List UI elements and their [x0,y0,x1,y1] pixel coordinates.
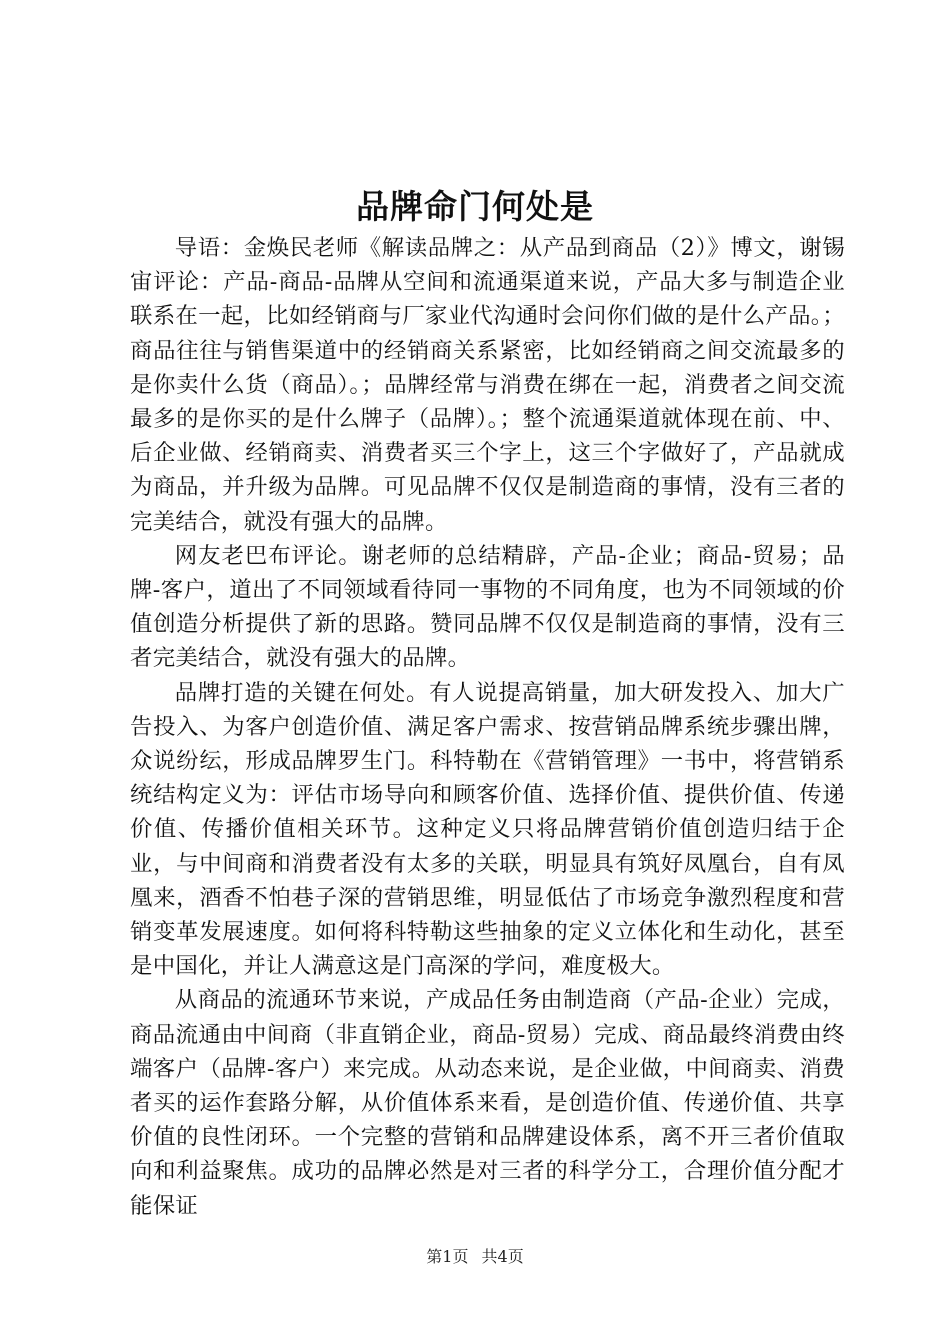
paragraph-circulation: 从商品的流通环节来说，产成品任务由制造商（产品-企业）完成，商品流通由中间商（非直销企业，商品-贸易）完成、商品最终消费由终端客户（品牌-客户）来完成。从动态来说，是企业做，中间商卖、消费者买的运作套路分解，从价值体系来看，是创造价值、传递价值、共享价值的良性闭环。一个完整的营销和品牌建设体系，离不开三者价值取向和利益聚焦。成功的品牌必然是对三者的科学分工，合理价值分配才能保证 [130,987,845,1219]
paragraph-intro: 导语：金焕民老师《解读品牌之：从产品到商品（2）》博文，谢锡宙评论：产品-商品-品牌从空间和流通渠道来说，产品大多与制造企业联系在一起，比如经销商与厂家业代沟通时会问你们做的是什么产品。；商品往往与销售渠道中的经销商关系紧密，比如经销商之间交流最多的是你卖什么货（商品）。；品牌经常与消费在绑在一起，消费者之间交流最多的是你买的是什么牌子（品牌）。；整个流通渠道就体现在前、中、后企业做、经销商卖、消费者买三个字上，这三个字做好了，产品就成为商品，并升级为品牌。可见品牌不仅仅是制造商的事情，没有三者的完美结合，就没有强大的品牌。 [130,235,845,535]
paragraph-brand-key: 品牌打造的关键在何处。有人说提高销量，加大研发投入、加大广告投入、为客户创造价值、满足客户需求、按营销品牌系统步骤出牌，众说纷纭，形成品牌罗生门。科特勒在《营销管理》一书中，将营销系统结构定义为：评估市场导向和顾客价值、选择价值、提供价值、传递价值、传播价值相关环节。这种定义只将品牌营销价值创造归结于企业，与中间商和消费者没有太多的关联，明显具有筑好凤凰台，自有凤凰来，酒香不怕巷子深的营销思维，明显低估了市场竞争激烈程度和营销变革发展速度。如何将科特勒这些抽象的定义立体化和生动化，甚至是中国化，并让人满意这是门高深的学问，难度极大。 [130,679,845,980]
page-total: 共4页 [481,1247,524,1266]
page-footer [0,1247,950,1267]
page-number: 第1页 [426,1247,469,1266]
paragraph-comment: 网友老巴布评论。谢老师的总结精辟，产品-企业；商品-贸易；品牌-客户，道出了不同领域看待同一事物的不同角度，也为不同领域的价值创造分析提供了新的思路。赞同品牌不仅仅是制造商的事情，没有三者完美结合，就没有强大的品牌。 [130,542,845,672]
page-title: 品牌命门何处是 [356,187,594,226]
article-body [130,231,845,1223]
